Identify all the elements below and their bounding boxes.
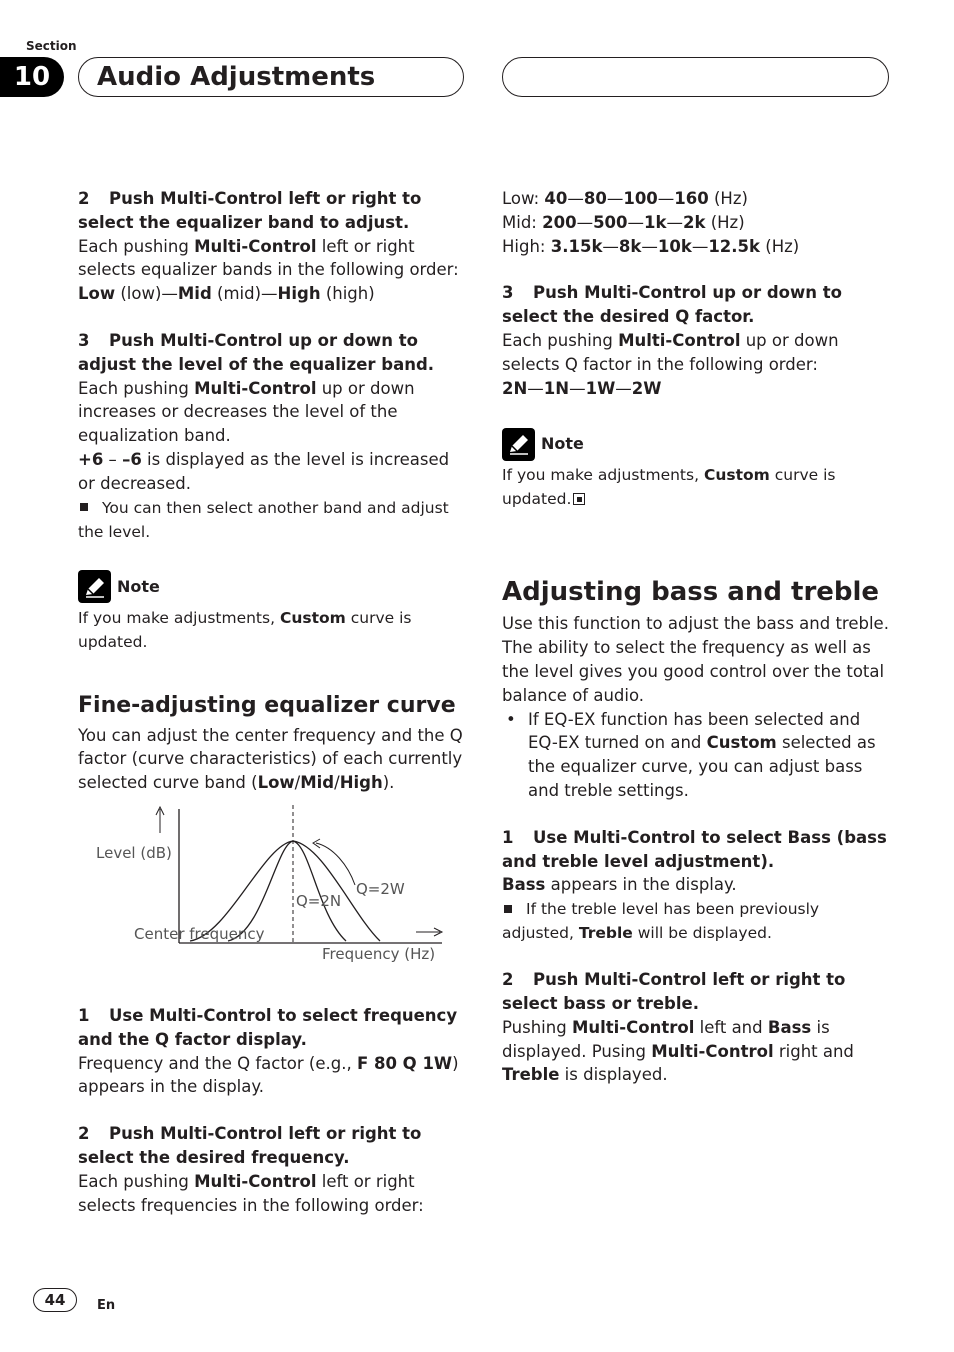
- right-column: [502, 187, 892, 1087]
- freq-list-low: Low: 40—80—100—160 (Hz): [502, 189, 748, 208]
- note-block: [502, 427, 892, 511]
- fine-adjust-heading: Fine-adjusting equalizer curve: [78, 692, 456, 718]
- step-title: Use Multi-Control to select frequency and the Q factor display.: [78, 1005, 458, 1049]
- step-number: 3: [502, 283, 514, 303]
- fine-step-2-body: Each pushing Multi-Control left or right selects frequencies in the following order:: [78, 1171, 424, 1215]
- freq-list-mid: Mid: 200—500—1k—2k (Hz): [502, 212, 745, 232]
- bullet-dot-icon: •: [506, 709, 516, 729]
- step-title: Use Multi-Control to select Bass (bass and treble level adjustment).: [502, 827, 887, 871]
- tip-another-band: You can then select another band and adjust the level.: [78, 498, 449, 541]
- tip-treble: If the treble level has been previously adjusted, Treble will be displayed.: [502, 900, 820, 943]
- q2w-label: Q=2W: [356, 879, 405, 898]
- step-number: 2: [78, 1124, 90, 1144]
- pencil-note-icon: [78, 570, 111, 603]
- step-number: 2: [502, 970, 514, 990]
- step-title: Push Multi-Control left or right to select the equalizer band to adjust.: [78, 189, 422, 232]
- frequency-hz-label: Frequency (Hz): [322, 944, 436, 963]
- title-box-empty: [502, 57, 889, 97]
- step-number: 3: [78, 330, 90, 350]
- bass-step-2-body: Pushing Multi-Control left and Bass is displayed. Pusing Multi-Control right and Treble is displayed.: [502, 1017, 854, 1085]
- note-label: Note: [541, 434, 584, 454]
- eq-ex-bullet: • If EQ-EX function has been selected and EQ-EX turned on and Custom selected as the equalizer curve, you can adjust bass and treble settings.: [506, 709, 876, 800]
- language-code: En: [97, 1298, 116, 1313]
- step-number: 1: [78, 1005, 90, 1025]
- freq-list-high: High: 3.15k—8k—10k—12.5k (Hz): [502, 236, 800, 256]
- note-text: If you make adjustments, Custom curve is updated.: [78, 608, 412, 651]
- step-3-level-heading: [78, 329, 468, 377]
- step-title: Push Multi-Control up or down to adjust the level of the equalizer band.: [78, 330, 435, 374]
- step-title: Push Multi-Control left or right to select the desired frequency.: [78, 1124, 422, 1167]
- bass-step-1-body: Bass appears in the display.: [502, 875, 737, 895]
- center-frequency-label: Center frequency: [134, 924, 265, 943]
- bass-treble-intro: Use this function to adjust the bass and treble. The ability to select the frequency as well as the level gives you good control over the total balance of audio.: [502, 614, 889, 705]
- step-3-level-body: Each pushing Multi-Control up or down increases or decreases the level of the equalization band.: [78, 378, 415, 446]
- square-bullet-icon: [504, 905, 512, 913]
- bass-treble-heading: Adjusting bass and treble: [502, 577, 880, 608]
- section-label: Section: [26, 39, 77, 53]
- q-step-3-body: Each pushing Multi-Control up or down selects Q factor in the following order: 2N—1N—1W—2W: [502, 330, 839, 398]
- section-number: 10: [0, 57, 64, 97]
- step-2-band-body: Each pushing Multi-Control left or right selects equalizer bands in the following order: Low (low)—Mid (mid)—High (high): [78, 236, 459, 304]
- note-text: If you make adjustments, Custom curve is updated.: [502, 466, 836, 509]
- q2n-label: Q=2N: [296, 891, 342, 910]
- level-db-label: Level (dB): [96, 843, 172, 862]
- bass-step-2-heading: [502, 968, 892, 1016]
- step-number: 2: [78, 189, 90, 208]
- bass-step-1-heading: [502, 826, 892, 874]
- page-title: [78, 57, 464, 97]
- end-of-section-icon: [573, 493, 585, 505]
- pencil-note-icon: [502, 428, 535, 461]
- square-bullet-icon: [80, 503, 88, 511]
- step-2-band-heading: [78, 187, 468, 235]
- fine-step-1-heading: [78, 1004, 468, 1052]
- fine-adjust-body: You can adjust the center frequency and the Q factor (curve characteristics) of each currently selected curve band (Low/Mid/High).: [78, 725, 463, 793]
- note-block: [78, 570, 468, 654]
- eq-curve-diagram: [78, 805, 468, 975]
- fine-step-1-body: Frequency and the Q factor (e.g., F 80 Q 1W) appears in the display.: [78, 1053, 459, 1097]
- left-column: [78, 187, 468, 1217]
- level-range-text: +6 – –6 is displayed as the level is increased or decreased.: [78, 449, 450, 493]
- q-step-3-heading: [502, 281, 892, 329]
- page-title-text: Audio Adjustments: [97, 62, 376, 92]
- note-heading: [502, 427, 892, 461]
- fine-step-2-heading: [78, 1122, 468, 1170]
- step-number: 1: [502, 827, 514, 847]
- step-title: Push Multi-Control left or right to select bass or treble.: [502, 970, 846, 1013]
- step-title: Push Multi-Control up or down to select the desired Q factor.: [502, 283, 842, 327]
- note-label: Note: [117, 576, 160, 596]
- page-number: 44: [33, 1288, 77, 1312]
- note-heading: [78, 570, 468, 604]
